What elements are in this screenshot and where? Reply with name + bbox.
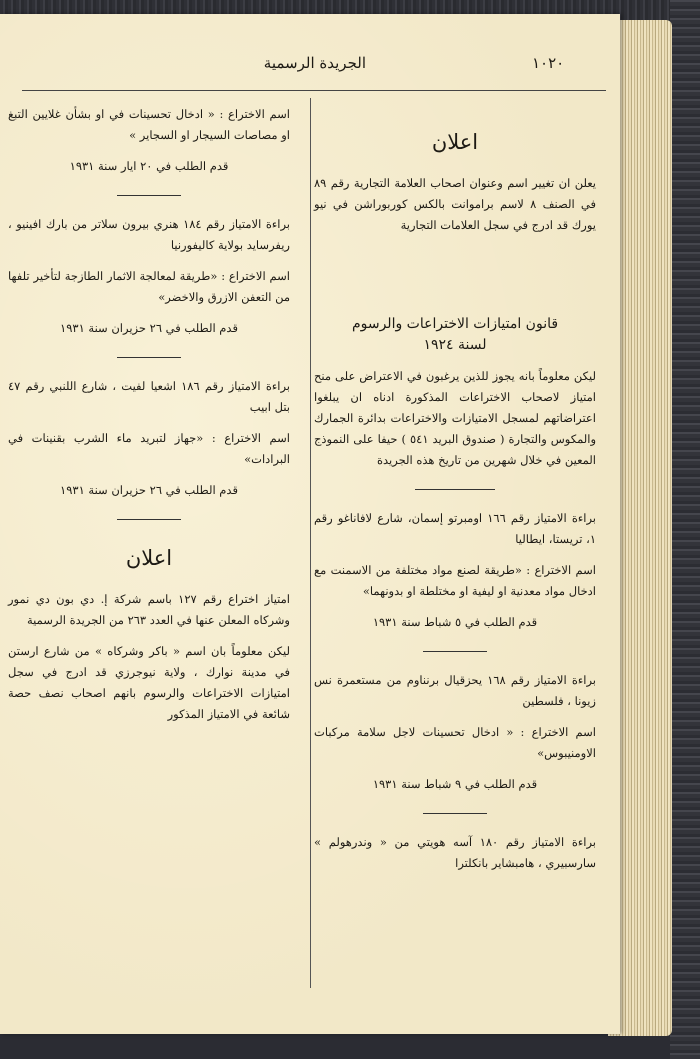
page-number: ١٠٢٠: [532, 54, 565, 72]
top-filed: قدم الطلب في ٢٠ ايار سنة ١٩٣١: [69, 159, 229, 173]
announcement-2-text-1: امتياز اختراع رقم ١٢٧ باسم شركة إ. دي بون دي نمور وشركاه المعلن عنها في العدد ٢٦٣ من الجريدة الرسمية: [8, 592, 290, 627]
patent-166-filed: قدم الطلب في ٥ شباط سنة ١٩٣١: [372, 615, 538, 629]
patent-166-invention: اسم الاختراع : «طريقة لصنع مواد مختلفة من الاسمنت مع ادخال مواد معدنية او ليفية او مختلطة او بدونهما»: [314, 563, 596, 598]
book-cover-spine: [670, 0, 700, 1059]
right-column: [314, 104, 596, 884]
announcement-heading-2: اعلان: [125, 546, 173, 570]
separator: [423, 813, 487, 814]
patent-184-invention: اسم الاختراع : «طريقة لمعالجة الاثمار الطازجة لتأخير تلفها من التعفن الازرق والاخضر»: [8, 269, 290, 304]
announcement-2-text-2: ليكن معلوماً بان اسم « باكر وشركاه » من شارع ارستن في مدينة نوارك ، ولاية نيوجرزي قد ادرج في سجل امتيازات الاختراعات والرسوم بانهم اصحاب نصف حصة شائعة في الامتياز المذكور: [8, 644, 290, 721]
patent-184-holder: براءة الامتياز رقم ١٨٤ هنري بيرون سلاتر من بارك افينيو ، ريفرسايد بولاية كاليفورنيا: [8, 217, 290, 252]
law-year: لسنة ١٩٢٤: [423, 337, 487, 353]
trademark-notice: يعلن ان تغيير اسم وعنوان اصحاب العلامة التجارية رقم ٨٩ في الصنف ٨ لاسم براموانت بالكس كوربوراشن في نيو يورك قد ادرج في سجل العلامات التجارية: [314, 176, 596, 232]
separator: [117, 357, 181, 358]
patent-186-filed: قدم الطلب في ٢٦ حزيران سنة ١٩٣١: [60, 483, 238, 497]
announcement-heading: اعلان: [431, 130, 479, 154]
left-column: [8, 104, 290, 735]
separator: [117, 195, 181, 196]
separator: [415, 489, 495, 490]
patent-186-holder: براءة الامتياز رقم ١٨٦ اشعيا لفيت ، شارع اللنبي رقم ٤٧ بتل ابيب: [8, 379, 290, 414]
page-header: [22, 54, 606, 84]
column-divider: [310, 98, 311, 988]
patent-168-holder: براءة الامتياز رقم ١٦٨ يحزقيال برنناوم من مستعمرة نس زيونا ، فلسطين: [314, 673, 596, 708]
patent-168-filed: قدم الطلب في ٩ شباط سنة ١٩٣١: [372, 777, 538, 791]
patent-180-holder: براءة الامتياز رقم ١٨٠ آسه هويتي من « وندرهولم » سارسبيري ، هامبشاير بانكلترا: [314, 835, 596, 870]
header-rule: [22, 90, 606, 91]
law-title: قانون امتيازات الاختراعات والرسوم: [351, 316, 559, 332]
patent-186-invention: اسم الاختراع : «جهاز لتبريد ماء الشرب بقنينات في البرادات»: [8, 431, 290, 466]
separator: [117, 519, 181, 520]
patent-184-filed: قدم الطلب في ٢٦ حزيران سنة ١٩٣١: [60, 321, 238, 335]
patent-166-holder: براءة الامتياز رقم ١٦٦ اومبرتو إسمان، شارع لافاناغو رقم ١، تريستا، ايطاليا: [314, 511, 596, 546]
page-title: الجريدة الرسمية: [263, 54, 366, 72]
top-invention: اسم الاختراع : « ادخال تحسينات في او بشأن غلايين التبغ او مصاصات السيجار او السجاير »: [8, 107, 290, 142]
law-notice: ليكن معلوماً بانه يجوز للذين يرغبون في الاعتراض على منح امتياز لاصحاب الاختراعات المذكورة ادناه ان يبلغوا اعتراضاتهم لمسجل الامتيازات والاختراعات بدائرة الجمارك والمكوس والتجارة ( صندوق البريد ٥٤١ ) حيفا على النموذج المعين في خلال شهرين من تاريخ هذه الجريدة: [314, 369, 596, 467]
patent-168-invention: اسم الاختراع : « ادخال تحسينات لاجل سلامة مركبات الاومنيبوس»: [314, 725, 596, 760]
separator: [423, 651, 487, 652]
gazette-page: [0, 14, 620, 1034]
